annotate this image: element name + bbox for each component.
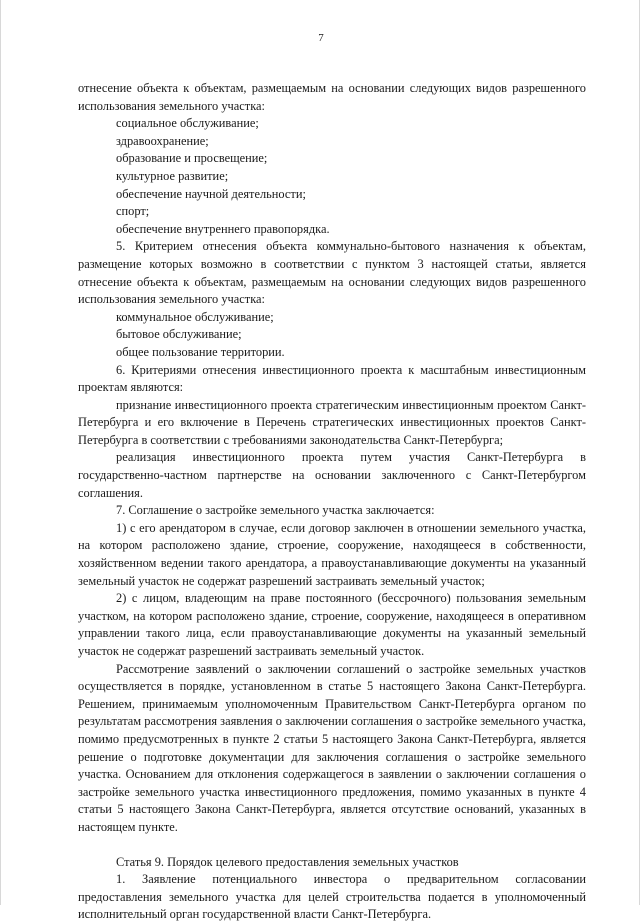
section-gap <box>78 837 586 854</box>
paragraph-7-2: 2) с лицом, владеющим на праве постоянного (бессрочного) пользования земельным участком, на котором расположено здание, строение, сооружение, находящееся в оперативном управлении такого лица, если правоустанавливающие документы на указанный земельный участок не содержат разрешений застраивать земельный участок. <box>78 591 586 658</box>
paragraph-6: 6. Критериями отнесения инвестиционного проекта к масштабным инвестиционным проектам являются: <box>78 362 586 395</box>
list-item: спорт; <box>116 204 150 219</box>
list-item: общее пользование территории. <box>116 344 285 359</box>
use-list-communal <box>78 309 586 362</box>
paragraph-5: 5. Критерием отнесения объекта коммунально-бытового назначения к объектам, размещение которых возможно в соответствии с пунктом 3 настоящей статьи, является отнесение объекта к объектам, размещаемым на основании следующих видов разрешенного использования земельного участка: <box>78 239 586 307</box>
use-list-social <box>78 115 586 238</box>
list-item: здравоохранение; <box>116 133 209 148</box>
paragraph-6a: признание инвестиционного проекта стратегическим инвестиционным проектом Санкт-Петербурга и его включение в Перечень стратегических инвестиционных проектов Санкт-Петербурга в соответствии с требованиями законодательства Санкт-Петербурга; <box>78 397 586 447</box>
paragraph-7-1: 1) с его арендатором в случае, если договор заключен в отношении земельного участка, на котором расположено здание, строение, сооружение, находящееся в собственности, хозяйственном ведении такого арендатора, а правоустанавливающие документы на указанный земельный участок не содержат разрешений застраивать земельный участок; <box>78 520 586 588</box>
list-item: бытовое обслуживание; <box>116 327 242 342</box>
list-item: обеспечение внутреннего правопорядка. <box>116 221 330 236</box>
article-9-paragraph-1: 1. Заявление потенциального инвестора о предварительном согласовании предоставления земельного участка для целей строительства подается в уполномоченный исполнительный орган государственной власти Санкт-Петербурга. <box>78 872 586 922</box>
article-9-title: Статья 9. Порядок целевого предоставления земельных участков <box>116 854 459 869</box>
list-item: обеспечение научной деятельности; <box>116 186 306 201</box>
list-item: культурное развитие; <box>116 168 229 183</box>
paragraph-7: 7. Соглашение о застройке земельного участка заключается: <box>116 503 435 518</box>
paragraph-6b: реализация инвестиционного проекта путем участия Санкт-Петербурга в государственно-частном партнерстве на основании заключенного с Санкт-Петербургом соглашения. <box>78 450 586 500</box>
list-item: социальное обслуживание; <box>116 116 259 131</box>
list-item: образование и просвещение; <box>116 151 268 166</box>
document-body <box>78 80 586 924</box>
paragraph-review: Рассмотрение заявлений о заключении соглашений о застройке земельных участков осуществляется в порядке, установленном в статье 5 настоящего Закона Санкт-Петербурга. Решением, принимаемым уполномоченным Правительством Санкт-Петербурга органом по результатам рассмотрения заявления о заключении соглашения о застройке земельного участка, помимо предусмотренных в пункте 2 статьи 5 настоящего Закона Санкт-Петербурга, является решение о подготовке документации для заключения соглашения о застройке земельного участка. Основанием для отклонения содержащегося в заявлении о заключении соглашения о застройке земельного участка инвестиционного предложения, помимо указанных в пункте 4 статьи 5 настоящего Закона Санкт-Петербурга, является отсутствие оснований, указанных в настоящем пункте. <box>78 661 586 834</box>
page-number: 7 <box>318 32 324 44</box>
list-item: коммунальное обслуживание; <box>116 309 274 324</box>
paragraph-intro: отнесение объекта к объектам, размещаемым на основании следующих видов разрешенного использования земельного участка: <box>78 81 586 113</box>
